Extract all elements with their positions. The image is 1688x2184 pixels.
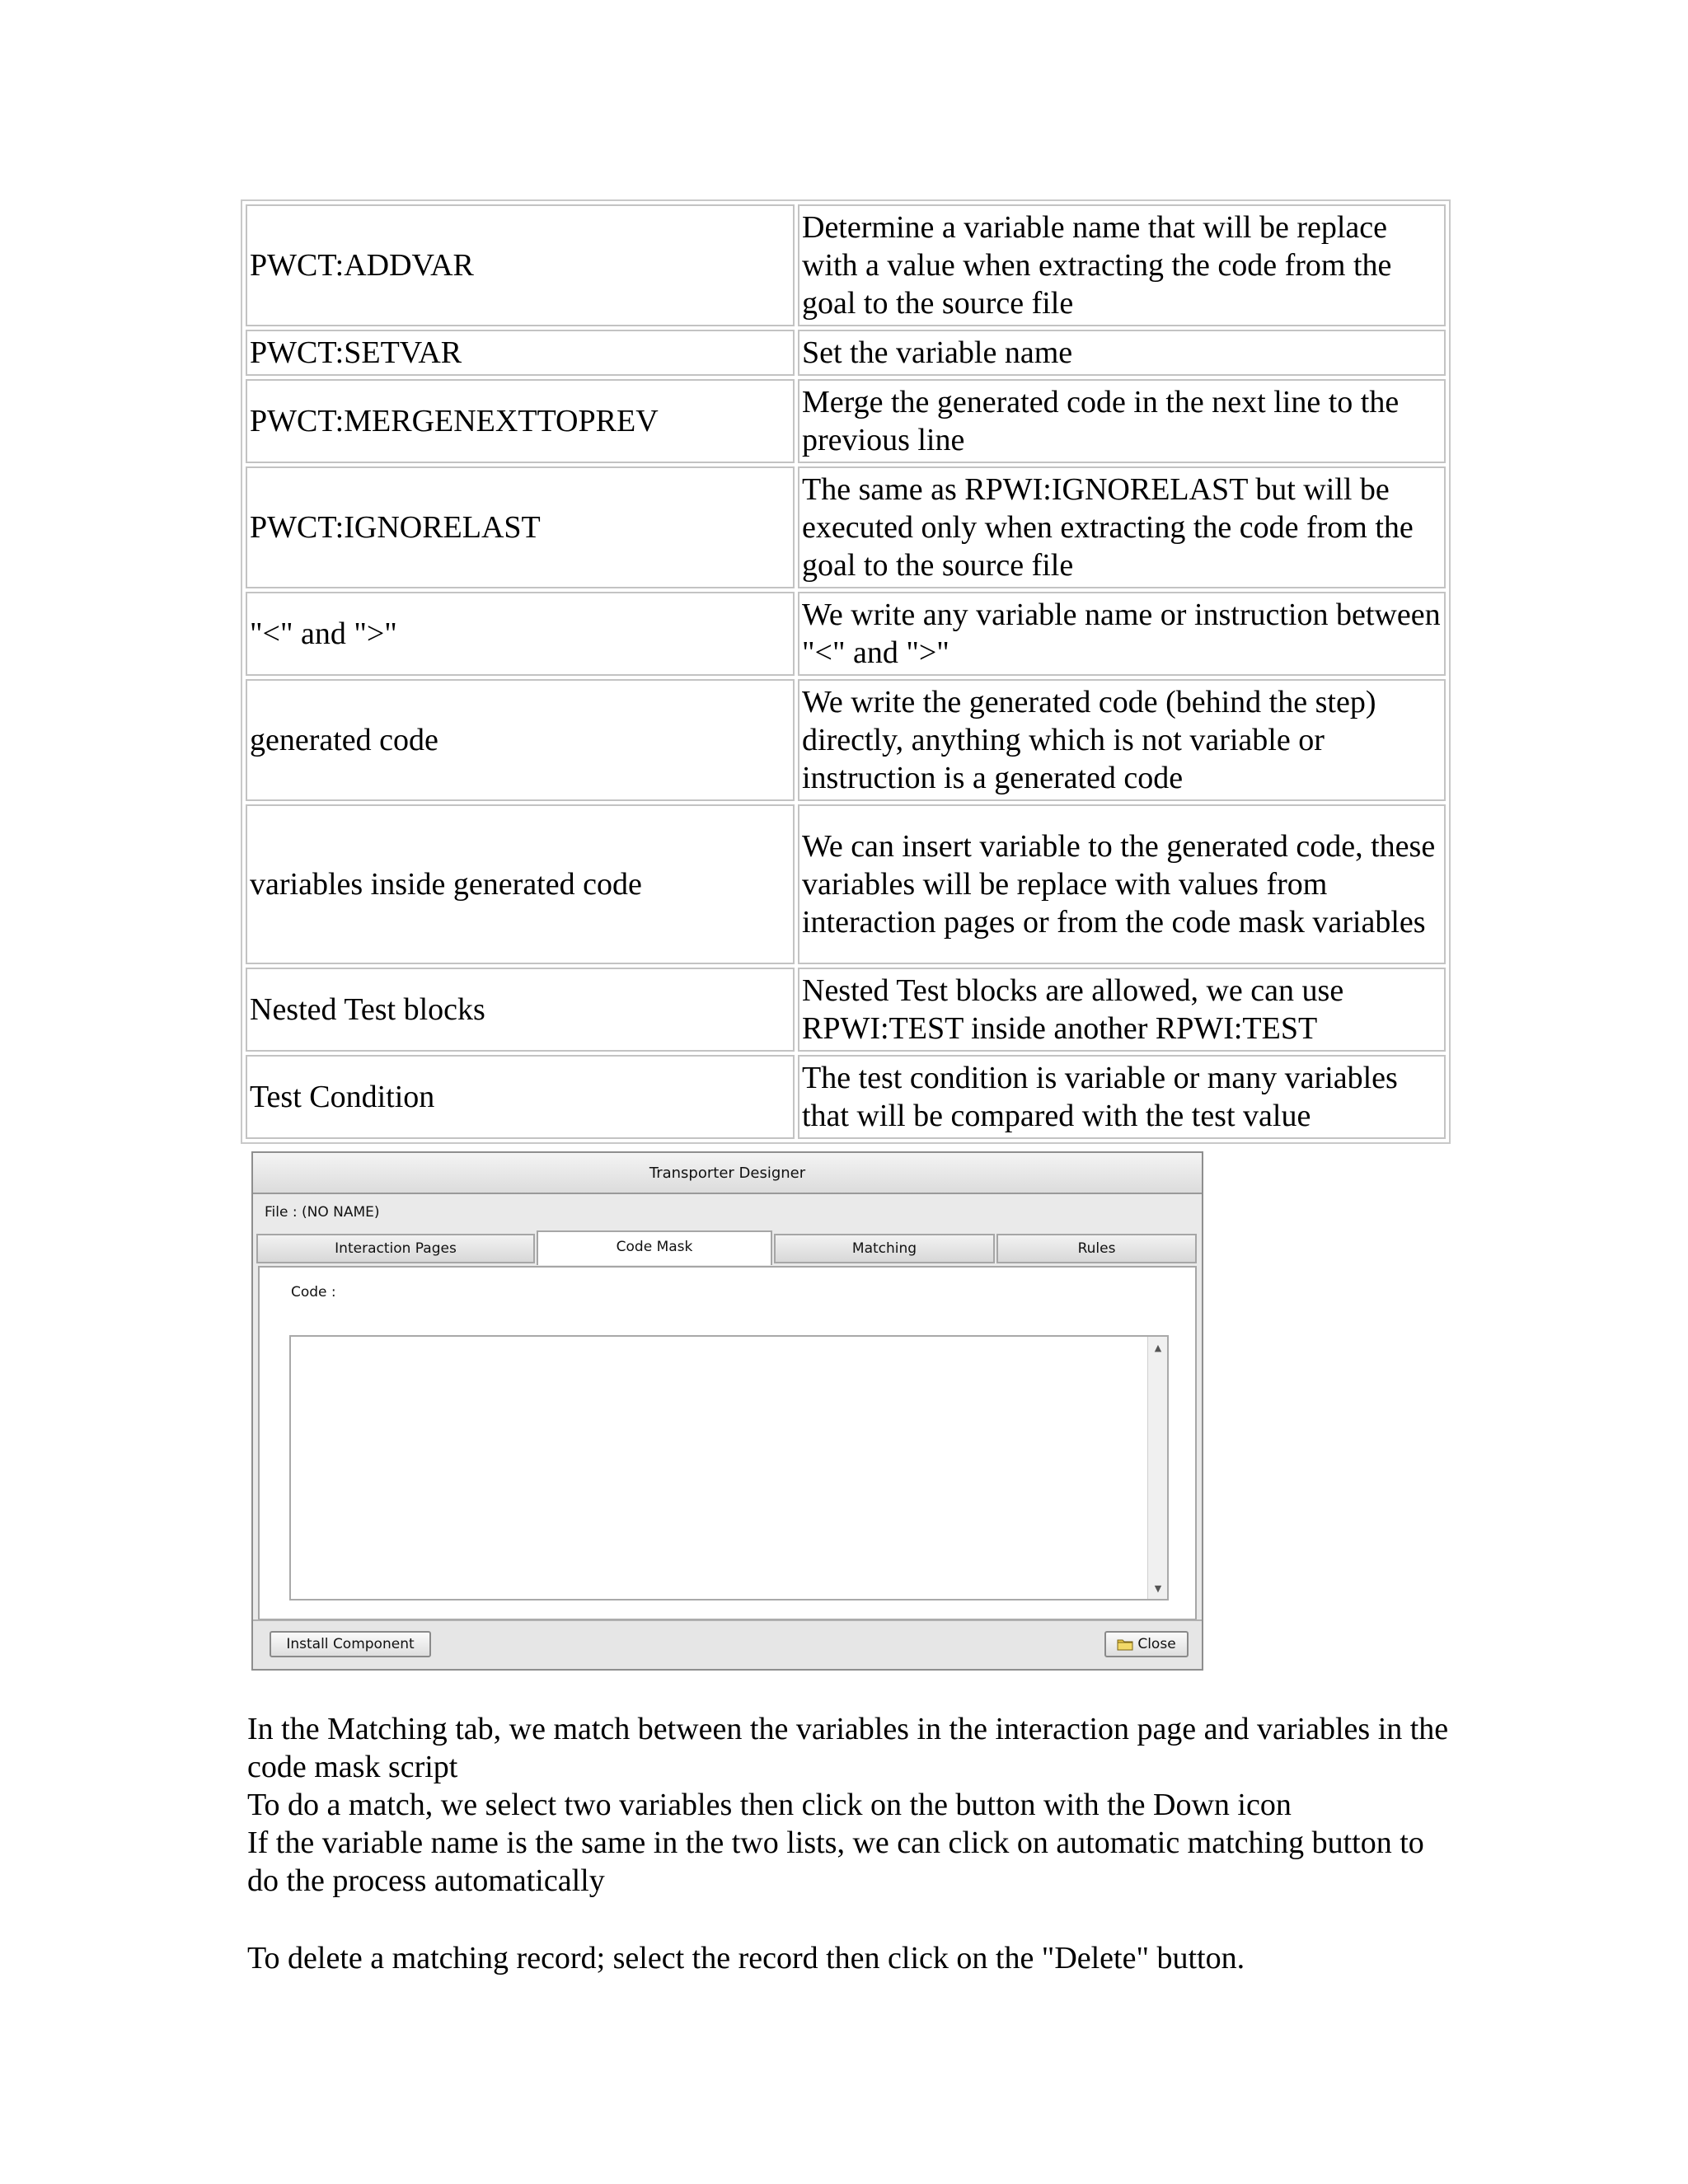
dialog-footer: [253, 1619, 1202, 1669]
window-title: Transporter Designer: [649, 1164, 806, 1182]
description-cell: Set the variable name: [798, 330, 1446, 376]
description-cell: We can insert variable to the generated code, these variables will be replace with values from interaction pages or from the code mask variables: [798, 804, 1446, 964]
term-cell: PWCT:IGNORELAST: [246, 466, 795, 588]
code-textarea[interactable]: [289, 1335, 1169, 1601]
term-cell: variables inside generated code: [246, 804, 795, 964]
table-row: [246, 592, 1446, 676]
button-label: Close: [1137, 1636, 1176, 1652]
tab-label: Interaction Pages: [335, 1240, 457, 1257]
reference-table: [241, 199, 1451, 1144]
table-row: [246, 679, 1446, 801]
tab-rules[interactable]: [996, 1234, 1197, 1263]
code-mask-panel: [258, 1266, 1197, 1620]
term-cell: PWCT:SETVAR: [246, 330, 795, 376]
tab-matching[interactable]: [774, 1234, 995, 1263]
scroll-down-icon[interactable]: ▼: [1154, 1582, 1162, 1594]
table-row: [246, 204, 1446, 326]
term-cell: Nested Test blocks: [246, 968, 795, 1052]
transporter-designer-window: [251, 1151, 1203, 1671]
table-row: [246, 968, 1446, 1052]
description-cell: We write any variable name or instruction between "<" and ">": [798, 592, 1446, 676]
tab-label: Code Mask: [616, 1239, 693, 1255]
description-cell: Nested Test blocks are allowed, we can use RPWI:TEST inside another RPWI:TEST: [798, 968, 1446, 1052]
tab-interaction-pages[interactable]: [256, 1234, 535, 1263]
window-titlebar[interactable]: [253, 1153, 1202, 1194]
close-button[interactable]: [1104, 1631, 1189, 1657]
paragraph-line: To do a match, we select two variables then click on the button with the Down icon: [247, 1788, 1292, 1822]
scroll-up-icon[interactable]: ▲: [1154, 1342, 1162, 1353]
delete-instruction: [247, 1939, 1459, 1977]
term-cell: Test Condition: [246, 1055, 795, 1139]
paragraph-line: If the variable name is the same in the two lists, we can click on automatic matching button to do the process automatically: [247, 1825, 1424, 1898]
term-cell: PWCT:MERGENEXTTOPREV: [246, 379, 795, 463]
description-cell: Merge the generated code in the next line to the previous line: [798, 379, 1446, 463]
tab-label: Matching: [851, 1240, 917, 1257]
table-row: [246, 804, 1446, 964]
term-cell: "<" and ">": [246, 592, 795, 676]
code-label: Code :: [291, 1284, 336, 1301]
description-cell: The same as RPWI:IGNORELAST but will be executed only when extracting the code from the goal to the source file: [798, 466, 1446, 588]
paragraph-line: In the Matching tab, we match between the variables in the interaction page and variables in the code mask script: [247, 1712, 1449, 1784]
file-label: File : (NO NAME): [265, 1204, 380, 1221]
description-cell: The test condition is variable or many variables that will be compared with the test value: [798, 1055, 1446, 1139]
table-row: [246, 466, 1446, 588]
description-cell: We write the generated code (behind the step) directly, anything which is not variable or instruction is a generated code: [798, 679, 1446, 801]
matching-explanation: [247, 1710, 1459, 1900]
description-cell: Determine a variable name that will be replace with a value when extracting the code from the goal to the source file: [798, 204, 1446, 326]
install-component-button[interactable]: [270, 1631, 431, 1657]
tab-code-mask[interactable]: [537, 1230, 772, 1265]
table-row: [246, 1055, 1446, 1139]
paragraph-line: To delete a matching record; select the record then click on the "Delete" button.: [247, 1941, 1245, 1975]
term-cell: PWCT:ADDVAR: [246, 204, 795, 326]
table-row: [246, 379, 1446, 463]
table-row: [246, 330, 1446, 376]
folder-icon: [1117, 1638, 1133, 1651]
button-label: Install Component: [286, 1636, 415, 1652]
vertical-scrollbar[interactable]: [1147, 1337, 1167, 1599]
tab-label: Rules: [1077, 1240, 1116, 1257]
term-cell: generated code: [246, 679, 795, 801]
